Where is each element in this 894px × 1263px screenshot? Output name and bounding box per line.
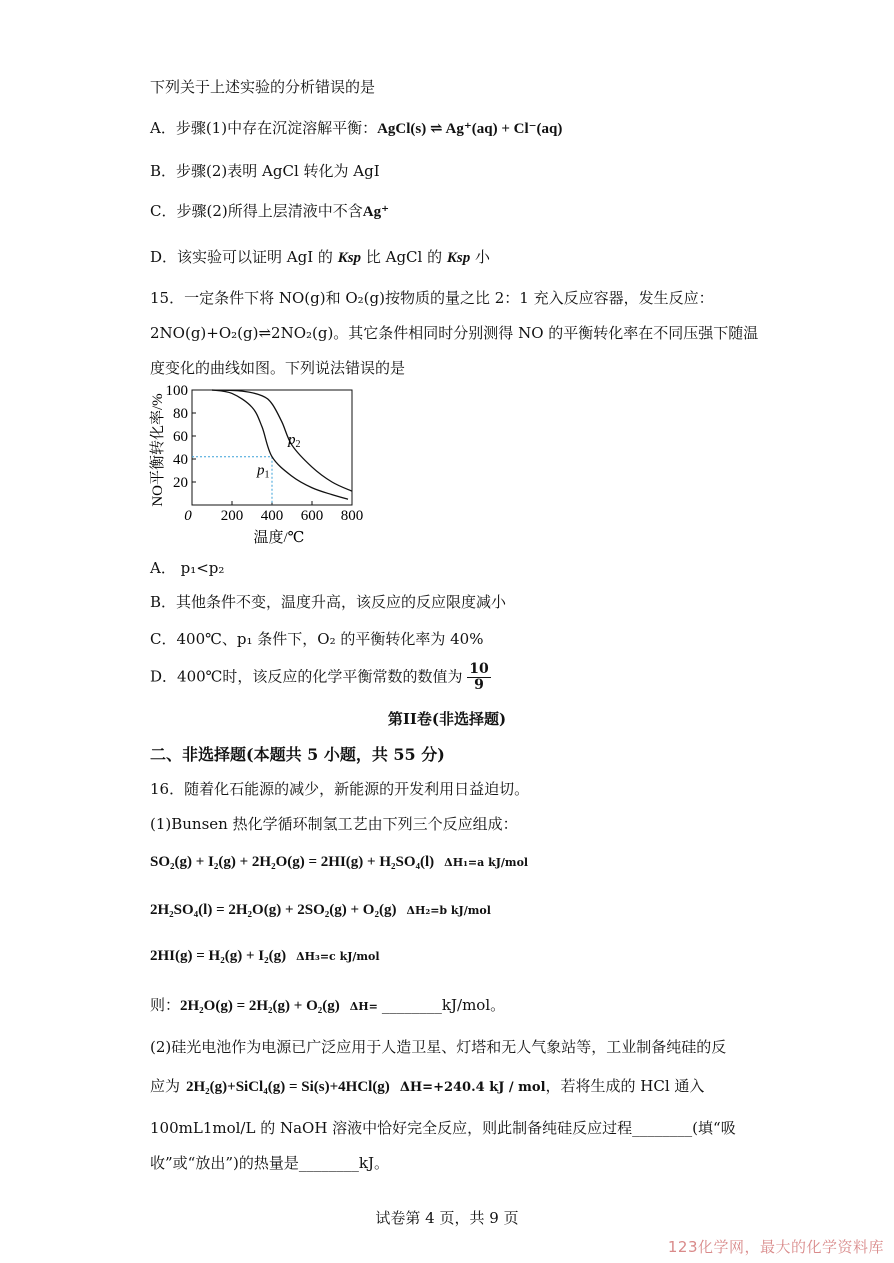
curve-label-p2: $p_2$	[288, 432, 301, 450]
blank-answer-1: ________kJ/mol。	[381, 996, 506, 1014]
fraction-numerator: 10	[469, 661, 489, 677]
x-tick-label: 600	[300, 508, 324, 524]
q14-option-c	[150, 200, 389, 221]
y-tick-label: 40	[173, 452, 188, 468]
silicon-enthalpy: ΔH=+240.4 kJ / mol	[399, 1080, 546, 1095]
then-label: 则：	[150, 996, 181, 1014]
q15-option-b: B．其他条件不变，温度升高，该反应的反应限度减小	[150, 593, 507, 611]
q14-option-a	[150, 117, 562, 138]
x-tick-label: 400	[260, 508, 284, 524]
fraction-denominator: 9	[474, 677, 484, 693]
target-equation: 2H₂O(g) = 2H₂(g) + O₂(g)	[180, 998, 340, 1014]
watermark: 123化学网，最大的化学资料库	[667, 1238, 884, 1256]
enthalpy-3: ΔH₃=c kJ/mol	[296, 950, 380, 963]
q15-option-d	[150, 662, 491, 693]
q15-line-1: 15．一定条件下将 NO(g)和 O₂(g)按物质的量之比 2：1 充入反应容器，发生反应：	[150, 289, 714, 307]
chart-x-axis-label: 温度/℃	[253, 530, 305, 546]
section-title: 第II卷(非选择题)	[387, 710, 507, 728]
ksp-symbol-1: Ksp	[337, 250, 362, 266]
q16-equation-3	[150, 946, 380, 965]
q16-part2-line-3: 100mL1mol/L 的 NaOH 溶液中恰好完全反应，则此制备纯硅反应过程________(填“吸	[150, 1119, 736, 1137]
q14-option-d-text-2: 比 AgCl 的	[365, 248, 443, 266]
chart-series	[192, 390, 352, 505]
q14-stem: 下列关于上述实验的分析错误的是	[150, 78, 376, 96]
chart-y-axis-label: NO平衡转化率/%	[150, 393, 166, 507]
q14-option-c-text: C．步骤(2)所得上层清液中不含	[150, 202, 363, 220]
enthalpy-1: ΔH₁=a kJ/mol	[444, 856, 529, 869]
x-tick-label: 200	[220, 508, 244, 524]
no-conversion-chart	[146, 380, 376, 550]
y-tick-label: 20	[173, 475, 188, 491]
q16-intro: 16．随着化石能源的减少，新能源的开发利用日益迫切。	[150, 780, 530, 798]
fraction	[467, 662, 490, 693]
ksp-symbol-2: Ksp	[446, 250, 471, 266]
y-tick-label: 100	[165, 383, 188, 399]
q14-option-a-text: A．步骤(1)中存在沉淀溶解平衡：	[150, 119, 378, 137]
q14-option-d-text-1: D．该实验可以证明 AgI 的	[150, 248, 333, 266]
plot-frame	[192, 390, 352, 505]
q14-option-b: B．步骤(2)表明 AgCl 转化为 AgI	[150, 162, 380, 180]
q16-part2-line-2	[150, 1075, 704, 1096]
y-tick-label: 80	[173, 406, 188, 422]
silicon-equation: 2H₂(g)+SiCl₄(g) = Si(s)+4HCl(g)	[186, 1079, 390, 1095]
equation-1: SO₂(g) + I₂(g) + 2H₂O(g) = 2HI(g) + H₂SO₄(l)	[150, 854, 435, 870]
q15-line-3: 度变化的曲线如图。下列说法错误的是	[150, 359, 406, 377]
q14-option-a-equation: AgCl(s) ⇌ Ag⁺(aq) + Cl⁻(aq)	[377, 121, 563, 137]
p2-suffix: ，若将生成的 HCl 通入	[545, 1077, 705, 1095]
enthalpy-2: ΔH₂=b kJ/mol	[406, 904, 491, 917]
q14-option-d-text-3: 小	[475, 248, 491, 266]
q15-option-a: A． p₁<p₂	[150, 559, 225, 577]
series-line-p2	[212, 390, 352, 491]
equation-2: 2H₂SO₄(l) = 2H₂O(g) + 2SO₂(g) + O₂(g)	[150, 902, 397, 918]
x-tick-label: 800	[340, 508, 364, 524]
x-tick-label: 0	[184, 508, 192, 524]
chart-ticks	[166, 383, 364, 524]
q15-option-d-text: D．400℃时，该反应的化学平衡常数的数值为	[150, 667, 463, 686]
q16-part2-line-1: (2)硅光电池作为电源已广泛应用于人造卫星、灯塔和无人气象站等，工业制备纯硅的反	[150, 1038, 727, 1056]
q16-equation-1	[150, 852, 528, 871]
q16-then	[150, 994, 505, 1015]
y-tick-label: 60	[173, 429, 188, 445]
curve-label-p1: $p_1$	[257, 462, 270, 481]
q15-option-c: C．400℃、p₁ 条件下，O₂ 的平衡转化率为 40%	[150, 630, 484, 648]
target-enthalpy: ΔH=	[349, 1000, 378, 1013]
q14-option-d	[150, 246, 490, 267]
page-footer: 试卷第 4 页，共 9 页	[375, 1209, 519, 1227]
section-heading: 二、非选择题(本题共 5 小题，共 55 分)	[150, 745, 445, 764]
q14-option-c-ion: Ag⁺	[362, 204, 389, 220]
q16-part2-line-4: 收”或“放出”)的热量是________kJ。	[150, 1154, 389, 1172]
equation-3: 2HI(g) = H₂(g) + I₂(g)	[150, 948, 287, 964]
q15-line-2: 2NO(g)+O₂(g)⇌2NO₂(g)。其它条件相同时分别测得 NO 的平衡转化率在不同压强下随温	[150, 324, 759, 342]
series-line-p1	[212, 390, 348, 499]
q16-part1: (1)Bunsen 热化学循环制氢工艺由下列三个反应组成：	[150, 815, 518, 833]
q16-equation-2	[150, 900, 491, 919]
p2-prefix: 应为	[150, 1077, 181, 1095]
chart-axes	[192, 390, 352, 505]
